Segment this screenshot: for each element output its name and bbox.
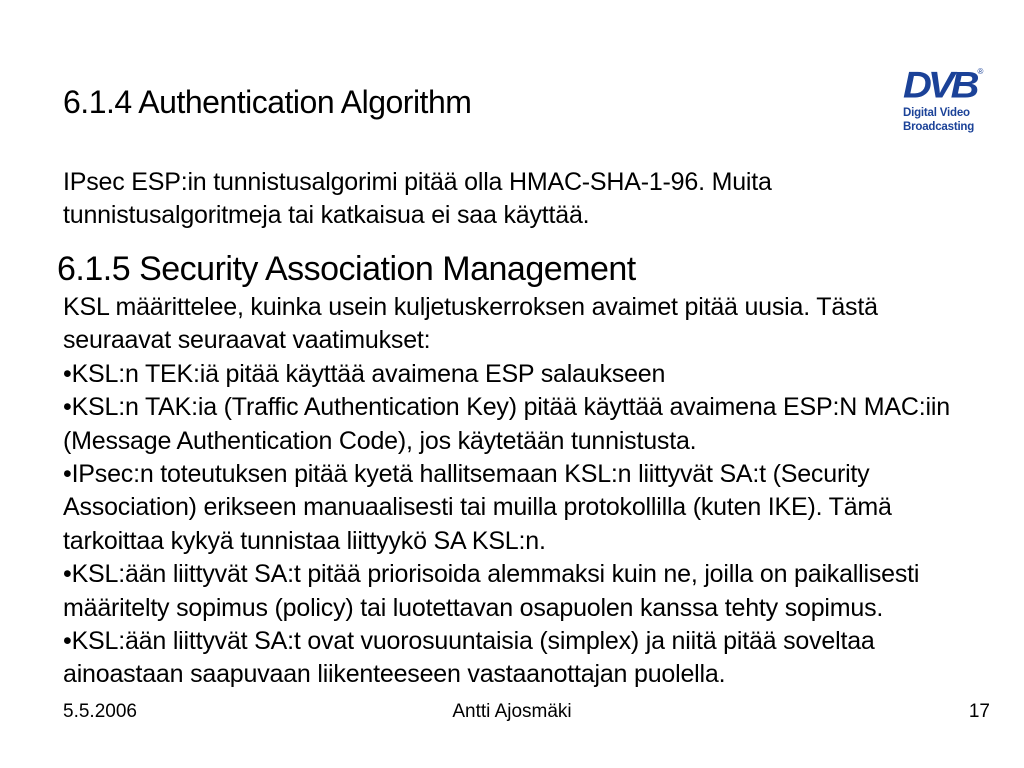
bullet-item xyxy=(63,391,968,458)
bullet-text: KSL:n TAK:ia (Traffic Authentication Key) pitää käyttää avaimena ESP:N MAC:iin (Message Authentication Code), jos käytetään tunnistusta. xyxy=(63,393,950,455)
dvb-caption-line1: Digital Video xyxy=(903,107,970,119)
bullet-text: IPsec:n toteutuksen pitää kyetä hallitsemaan KSL:n liittyvät SA:t (Security Association) erikseen manuaalisesti tai muilla protokollilla (kuten IKE). Tämä tarkoittaa kykyä tunnistaa liittyykö SA KSL:n. xyxy=(63,460,892,555)
footer-author: Antti Ajosmäki xyxy=(452,701,572,722)
bullet-marker: • xyxy=(63,393,72,422)
section-title-authentication-algorithm: 6.1.4 Authentication Algorithm xyxy=(63,84,472,121)
body-intro: KSL määrittelee, kuinka usein kuljetuskerroksen avaimet pitää uusia. Tästä seuraavat seuraavat vaatimukset: xyxy=(63,293,878,355)
bullet-text: KSL:n TEK:iä pitää käyttää avaimena ESP salaukseen xyxy=(71,359,666,388)
bullet-text: KSL:ään liittyvät SA:t pitää priorisoida alemmaksi kuin ne, joilla on paikallisesti määritelty sopimus (policy) tai luotettavan osapuolen kanssa tehty sopimus. xyxy=(63,560,920,622)
intro-paragraph: IPsec ESP:in tunnistusalgorimi pitää olla HMAC-SHA-1-96. Muita tunnistusalgoritmeja tai katkaisua ei saa käyttää. xyxy=(63,168,772,229)
bullet-item xyxy=(63,358,968,391)
bullet-item xyxy=(63,625,968,692)
bullet-item xyxy=(63,458,968,558)
registered-trademark-icon: ® xyxy=(977,67,984,76)
dvb-wordmark-row xyxy=(903,65,984,106)
dvb-wordmark: DVB xyxy=(903,65,976,106)
footer-page-number: 17 xyxy=(968,701,990,722)
bullet-item xyxy=(63,558,968,625)
footer-date: 5.5.2006 xyxy=(63,701,137,722)
bullet-marker: • xyxy=(63,460,72,489)
bullet-marker: • xyxy=(63,560,72,589)
dvb-logo xyxy=(903,65,998,133)
dvb-caption-line2: Broadcasting xyxy=(903,120,975,133)
bullet-marker: • xyxy=(63,627,72,656)
section-title-security-association-management: 6.1.5 Security Association Management xyxy=(57,249,636,288)
bullet-text: KSL:ään liittyvät SA:t ovat vuorosuuntaisia (simplex) ja niitä pitää soveltaa ainoastaan saapuvaan liikenteeseen vastaanottajan puolella. xyxy=(63,627,875,689)
body-text xyxy=(63,291,968,692)
bullet-marker: • xyxy=(63,359,72,388)
